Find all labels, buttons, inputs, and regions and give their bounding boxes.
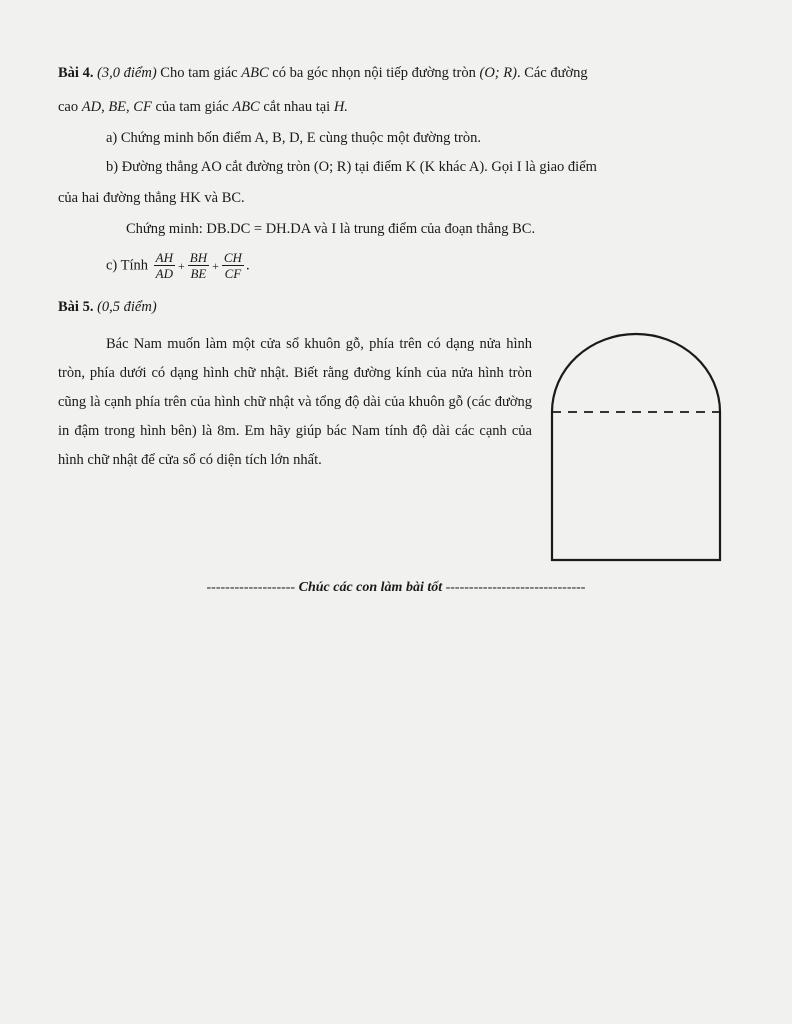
frac-num: CH	[223, 250, 242, 265]
frac-num: AH	[155, 250, 173, 265]
bai5-paragraph: Bác Nam muốn làm một cửa sổ khuôn gỗ, phía trên có dạng nửa hình tròn, phía dưới có dạng hình chữ nhật. Biết rằng đường kính của nửa hình tròn cũng là cạnh phía trên của hình chữ nhật và tổng độ dài của khuôn gỗ (các đường in đậm trong hình bên) là 8m. Em hãy giúp bác Nam tính độ dài các cạnh của hình chữ nhật để cửa sổ có diện tích lớn nhất.	[58, 336, 532, 468]
bai4-part-b-cont: của hai đường thẳng HK và BC.	[58, 190, 245, 206]
window-frame	[552, 334, 720, 560]
bai4-text: cắt nhau tại	[263, 99, 331, 115]
point-h: H.	[333, 99, 348, 115]
bai4-line-1	[58, 64, 588, 82]
triangle-name: ABC	[232, 99, 260, 115]
bai4-part-c	[106, 250, 250, 281]
frac-den: CF	[224, 266, 242, 281]
circle-name: (O; R)	[479, 65, 517, 81]
bai4-text: có ba góc nhọn nội tiếp đường tròn	[272, 65, 476, 81]
window-figure	[546, 330, 726, 566]
bai4-line-2	[58, 98, 348, 116]
bai4-part-a: a) Chứng minh bốn điểm A, B, D, E cùng thuộc một đường tròn.	[106, 130, 481, 146]
end-dot: .	[245, 257, 250, 274]
footer-text: Chúc các con làm bài tốt	[298, 580, 443, 595]
part-c-label: c) Tính	[106, 257, 149, 274]
bai4-text: Cho tam giác	[160, 65, 238, 81]
bai4-label: Bài 4.	[58, 65, 94, 81]
fraction-ah-ad	[154, 250, 175, 281]
plus-sign: +	[177, 258, 185, 273]
fraction-ch-cf	[222, 250, 244, 281]
bai5-heading	[58, 298, 157, 316]
bai5-label: Bài 5.	[58, 299, 94, 315]
bai4-part-b: b) Đường thẳng AO cắt đường tròn (O; R) tại điểm K (K khác A). Gọi I là giao điểm	[106, 159, 597, 175]
bai4-text: . Các đường	[516, 65, 588, 81]
footer-dashes-right: ------------------------------	[445, 580, 586, 595]
footer-dashes-left: -------------------	[206, 580, 296, 595]
frac-den: BE	[190, 266, 207, 281]
triangle-name: ABC	[241, 65, 269, 81]
frac-den: AD	[155, 266, 173, 281]
bai4-part-b-prove: Chứng minh: DB.DC = DH.DA và I là trung điểm của đoạn thẳng BC.	[126, 221, 536, 237]
bai5-points: (0,5 điểm)	[97, 299, 157, 315]
bai4-text: cao	[58, 99, 79, 115]
fraction-bh-be	[188, 250, 209, 281]
footer-wish	[0, 580, 792, 596]
plus-sign: +	[212, 258, 219, 273]
frac-num: BH	[189, 250, 208, 265]
bai4-points: (3,0 điểm)	[97, 65, 157, 81]
bai4-text: của tam giác	[155, 99, 229, 115]
altitudes: AD, BE, CF	[81, 99, 152, 115]
